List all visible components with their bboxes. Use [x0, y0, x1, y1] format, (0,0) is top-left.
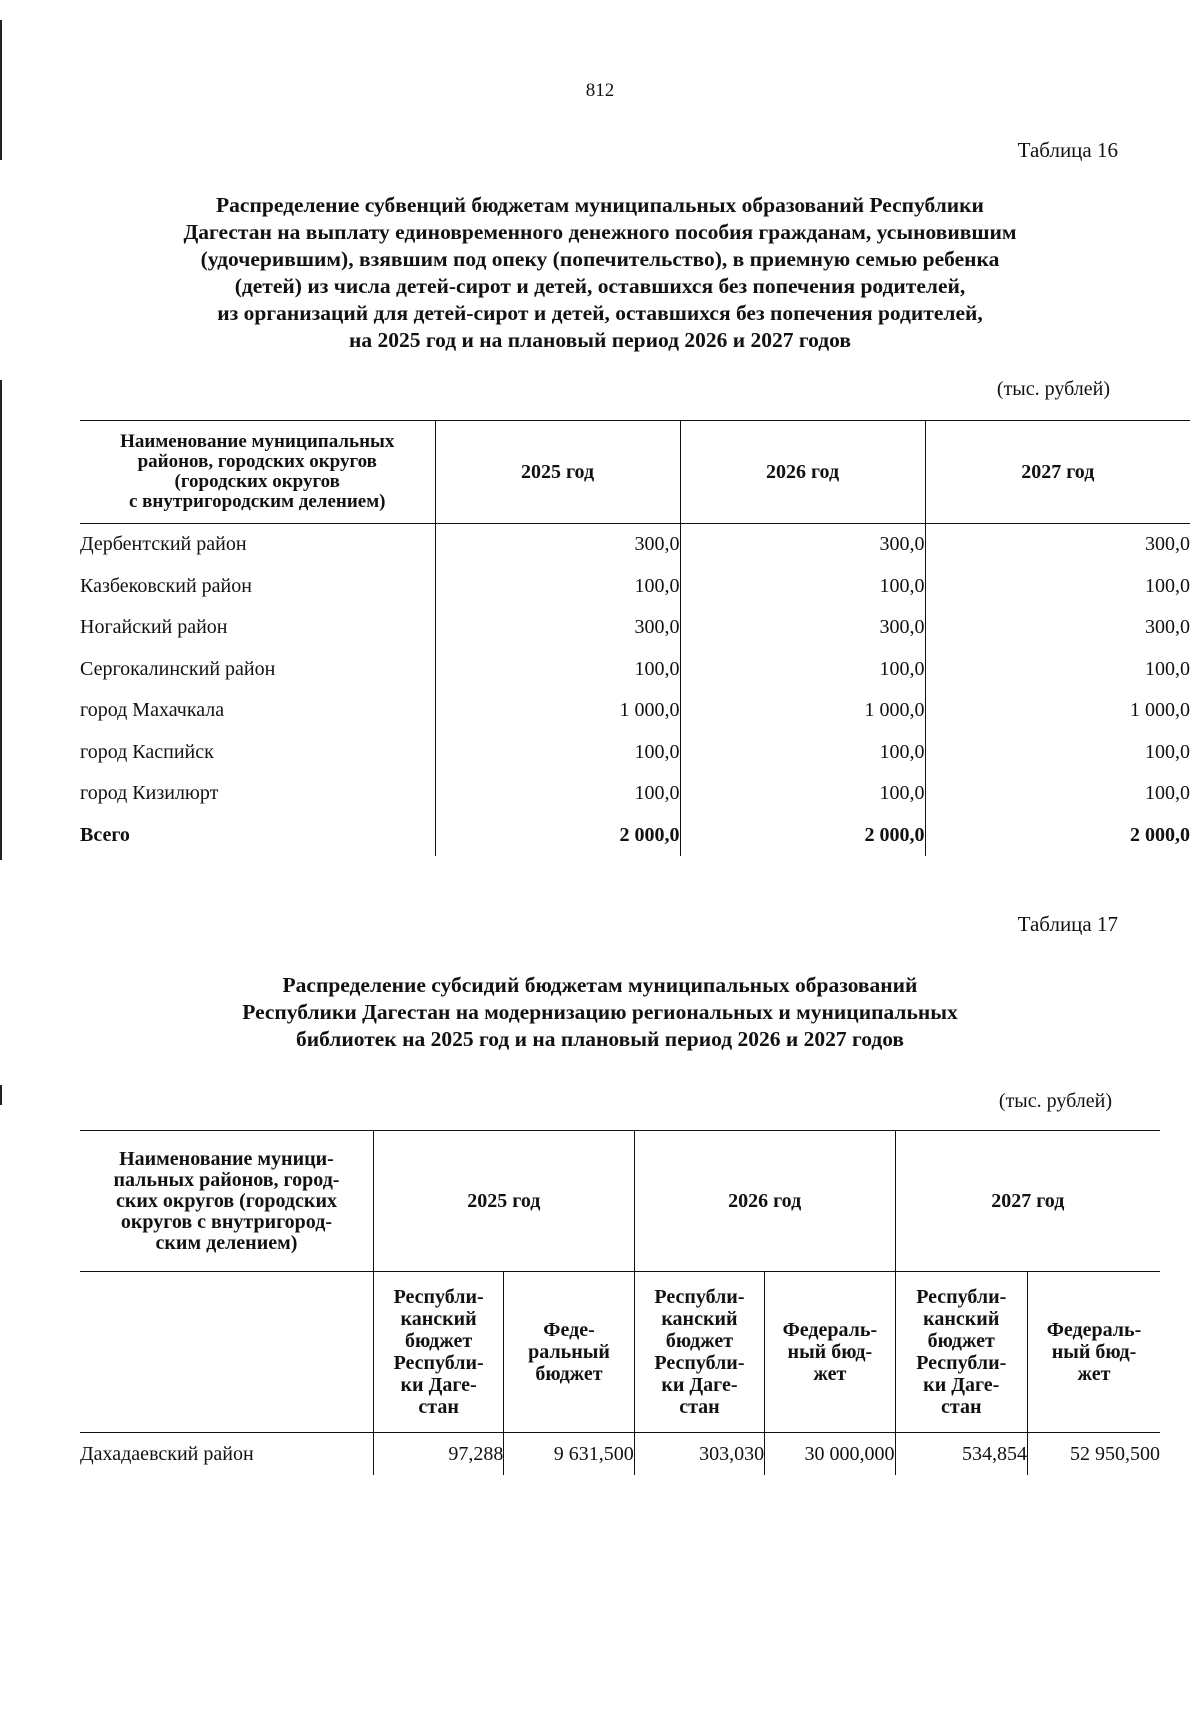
- subheader-line: ки Даге-: [923, 1374, 1000, 1396]
- subheader-federal-2027: [1027, 1272, 1160, 1433]
- subheader-line: Республи-: [393, 1352, 484, 1374]
- total-2026: 2 000,0: [680, 815, 925, 857]
- subheader-line: бюджет: [665, 1330, 734, 1352]
- value-2027: 100,0: [925, 773, 1190, 815]
- subheader-line: ки Даге-: [400, 1374, 477, 1396]
- title-line: Распределение субсидий бюджетам муниципальных образований: [282, 973, 918, 997]
- table-header-row: [80, 1131, 1160, 1272]
- table-row: [80, 1433, 1160, 1476]
- table-16: [80, 420, 1190, 856]
- column-header-2026: 2026 год: [680, 421, 925, 524]
- value-2025: 100,0: [435, 649, 680, 691]
- table-17-label: Таблица 17: [1017, 912, 1118, 936]
- value-2026: 300,0: [680, 524, 925, 566]
- title-line: Распределение субвенций бюджетам муниципальных образований Республики: [216, 193, 984, 217]
- subheader-line: Республи-: [393, 1286, 484, 1308]
- header-line: ских округов (городских: [115, 1189, 337, 1212]
- value-2026: 100,0: [680, 566, 925, 608]
- table-row: [80, 690, 1190, 732]
- column-header-2025: 2025 год: [373, 1131, 634, 1272]
- subheader-line: канский: [400, 1308, 477, 1330]
- total-2025: 2 000,0: [435, 815, 680, 857]
- row-name: Дербентский район: [80, 533, 247, 556]
- value-2025: 100,0: [435, 773, 680, 815]
- row-name: Казбековский район: [80, 574, 252, 597]
- subheader-line: Республи-: [654, 1286, 745, 1308]
- value-2025: 300,0: [435, 607, 680, 649]
- header-line: пальных районов, город-: [113, 1168, 340, 1191]
- value-2025: 300,0: [435, 524, 680, 566]
- table-17-units: (тыс. рублей): [998, 1090, 1112, 1112]
- value-2026: 100,0: [680, 732, 925, 774]
- subheader-line: жет: [1077, 1363, 1111, 1385]
- subheader-line: канский: [923, 1308, 1000, 1330]
- column-header-name: [80, 1131, 373, 1272]
- table-header-row: [80, 421, 1190, 524]
- subheader-federal-2026: [765, 1272, 895, 1433]
- table-row: [80, 773, 1190, 815]
- subheader-line: Республи-: [654, 1352, 745, 1374]
- subheader-line: бюджет: [405, 1330, 473, 1352]
- federal-2026: 30 000,000: [765, 1433, 895, 1476]
- table-row: [80, 732, 1190, 774]
- title-line: Республики Дагестан на модернизацию региональных и муниципальных: [242, 1000, 958, 1024]
- header-line: Наименование муници-: [119, 1147, 334, 1170]
- table-subheader-row: [80, 1272, 1160, 1433]
- subheader-line: бюджет: [535, 1363, 603, 1385]
- republican-2027: 534,854: [895, 1433, 1027, 1476]
- empty-subheader-cell: [80, 1272, 373, 1433]
- column-header-name: [80, 421, 435, 524]
- subheader-line: ральный: [528, 1341, 610, 1363]
- subheader-line: канский: [661, 1308, 738, 1330]
- header-line: ским делением): [155, 1231, 298, 1254]
- subheader-line: Республи-: [916, 1352, 1007, 1374]
- margin-line: [0, 380, 2, 860]
- header-line: Наименование муниципальных: [120, 431, 395, 452]
- table-17: [80, 1130, 1160, 1475]
- total-label: Всего: [80, 823, 130, 846]
- subheader-line: бюджет: [927, 1330, 995, 1352]
- value-2027: 100,0: [925, 566, 1190, 608]
- republican-2025: 97,288: [373, 1433, 503, 1476]
- total-row: [80, 815, 1190, 857]
- value-2027: 300,0: [925, 607, 1190, 649]
- federal-2025: 9 631,500: [504, 1433, 634, 1476]
- value-2027: 300,0: [925, 524, 1190, 566]
- title-line: из организаций для детей-сирот и детей, оставшихся без попечения родителей,: [217, 301, 983, 325]
- table-row: [80, 566, 1190, 608]
- value-2027: 1 000,0: [925, 690, 1190, 732]
- total-2027: 2 000,0: [925, 815, 1190, 857]
- column-header-2026: 2026 год: [634, 1131, 895, 1272]
- subheader-republican-2025: [373, 1272, 503, 1433]
- republican-2026: 303,030: [634, 1433, 764, 1476]
- table-17-title: [80, 972, 1120, 1053]
- value-2026: 1 000,0: [680, 690, 925, 732]
- value-2026: 300,0: [680, 607, 925, 649]
- table-row: [80, 649, 1190, 691]
- subheader-line: Республи-: [916, 1286, 1007, 1308]
- title-line: Дагестан на выплату единовременного денежного пособия гражданам, усыновившим: [183, 220, 1017, 244]
- subheader-line: ный бюд-: [787, 1341, 873, 1363]
- federal-2027: 52 950,500: [1027, 1433, 1160, 1476]
- value-2025: 100,0: [435, 732, 680, 774]
- title-line: (детей) из числа детей-сирот и детей, оставшихся без попечения родителей,: [234, 274, 966, 298]
- table-row: [80, 524, 1190, 566]
- subheader-federal-2025: [504, 1272, 634, 1433]
- table-16-units: (тыс. рублей): [996, 378, 1110, 400]
- table-row: [80, 607, 1190, 649]
- column-header-2025: 2025 год: [435, 421, 680, 524]
- value-2027: 100,0: [925, 649, 1190, 691]
- row-name: город Махачкала: [80, 699, 225, 722]
- subheader-line: ки Даге-: [661, 1374, 738, 1396]
- column-header-2027: 2027 год: [895, 1131, 1160, 1272]
- value-2026: 100,0: [680, 773, 925, 815]
- table-16-title: [80, 192, 1120, 354]
- header-line: округов с внутригород-: [120, 1210, 332, 1233]
- row-name: город Каспийск: [80, 740, 214, 763]
- subheader-line: жет: [813, 1363, 847, 1385]
- subheader-republican-2027: [895, 1272, 1027, 1433]
- margin-line: [0, 1085, 2, 1105]
- subheader-line: стан: [418, 1396, 459, 1418]
- row-name: Сергокалинский район: [80, 657, 276, 680]
- subheader-republican-2026: [634, 1272, 764, 1433]
- title-line: библиотек на 2025 год и на плановый период 2026 и 2027 годов: [295, 1027, 905, 1051]
- value-2025: 1 000,0: [435, 690, 680, 732]
- row-name: Дахадаевский район: [80, 1442, 254, 1465]
- title-line: (удочерившим), взявшим под опеку (попечительство), в приемную семью ребенка: [200, 247, 1000, 271]
- value-2027: 100,0: [925, 732, 1190, 774]
- subheader-line: стан: [941, 1396, 982, 1418]
- title-line: на 2025 год и на плановый период 2026 и 2027 годов: [349, 328, 851, 352]
- row-name: город Кизилюрт: [80, 782, 219, 805]
- value-2026: 100,0: [680, 649, 925, 691]
- row-name: Ногайский район: [80, 616, 228, 639]
- column-header-2027: 2027 год: [925, 421, 1190, 524]
- subheader-line: Федераль-: [1046, 1319, 1142, 1341]
- table-16-label: Таблица 16: [1017, 138, 1118, 162]
- subheader-line: ный бюд-: [1051, 1341, 1137, 1363]
- header-line: (городских округов: [174, 471, 340, 492]
- page-number: 812: [585, 80, 615, 101]
- value-2025: 100,0: [435, 566, 680, 608]
- subheader-line: Федераль-: [782, 1319, 878, 1341]
- subheader-line: стан: [679, 1396, 720, 1418]
- header-line: районов, городских округов: [137, 451, 377, 472]
- header-line: с внутригородским делением): [128, 491, 386, 512]
- subheader-line: Феде-: [543, 1319, 595, 1341]
